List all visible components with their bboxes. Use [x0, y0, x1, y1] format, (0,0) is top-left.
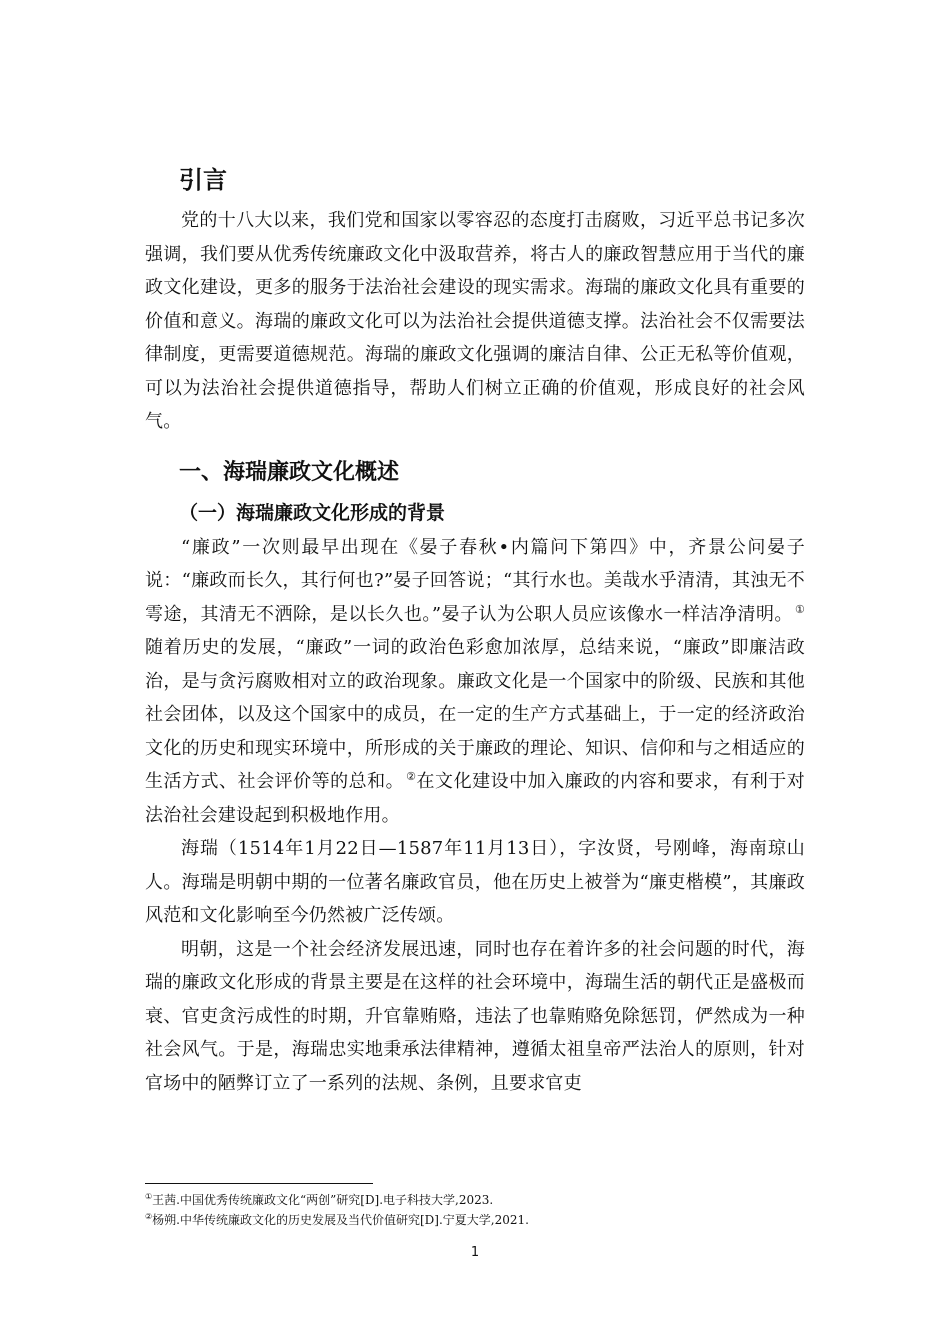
background-paragraph-3: 明朝，这是一个社会经济发展迅速，同时也存在着许多的社会问题的时代，海瑞的廉政文化形成的背景主要是在这样的社会环境中，海瑞生活的朝代正是盛极而衰、官吏贪污成性的时期，升官靠贿赂，违法了也靠贿赂免除惩罚，俨然成为一种社会风气。于是，海瑞忠实地秉承法律精神，遵循太祖皇帝严法治人的原则，针对官场中的陋弊订立了一系列的法规、条例，且要求官吏	[145, 938, 805, 1094]
footnote-mark: ①	[145, 1192, 153, 1201]
page-number: 1	[470, 1245, 480, 1260]
footnote-ref-2[interactable]: ②	[406, 770, 417, 783]
footnote-mark: ②	[145, 1212, 153, 1221]
footnote-ref-1[interactable]: ①	[794, 602, 805, 616]
background-paragraph-2: 海瑞（1514年1月22日—1587年11月13日），字汝贤，号刚峰，海南琼山人。海瑞是明朝中期的一位著名廉政官员，他在历史上被誉为“廉吏楷模”，其廉政风范和文化影响至今仍然被广泛传颂。	[145, 838, 805, 926]
paragraph-text: 在文化建设中加入廉政的内容和要求，有利于对法治社会建设起到积极地作用。	[145, 771, 805, 826]
main-content	[145, 160, 805, 1100]
subsection-heading: （一）海瑞廉政文化形成的背景	[179, 501, 446, 524]
section-heading: 一、海瑞廉政文化概述	[179, 459, 400, 485]
footnote-text: 杨朔.中华传统廉政文化的历史发展及当代价值研究[D].宁夏大学,2021.	[152, 1213, 529, 1227]
paragraph-text: 随着历史的发展，“廉政”一词的政治色彩愈加浓厚，总结来说，“廉政”即廉洁政治，是与贪污腐败相对立的政治现象。廉政文化是一个国家中的阶级、民族和其他社会团体，以及这个国家中的成员，在一定的生产方式基础上，于一定的经济政治文化的历史和现实环境中，所形成的关于廉政的理论、知识、信仰和与之相适应的生活方式、社会评价等的总和。	[145, 637, 805, 792]
footnotes	[145, 1190, 805, 1230]
footnote-text: 王茜.中国优秀传统廉政文化“两创”研究[D].电子科技大学,2023.	[152, 1193, 494, 1207]
paragraph-text: “廉政”一次则最早出现在《晏子春秋•内篇问下第四》中，齐景公问晏子说：“廉政而长久，其行何也?”晏子回答说；“其行水也。美哉水乎清清，其浊无不雩途，其清无不洒除，是以长久也。”晏子认为公职人员应该像水一样洁净清明。	[145, 536, 805, 625]
footnote-2	[145, 1210, 805, 1230]
footnote-divider	[145, 1183, 373, 1184]
background-paragraph-1	[145, 531, 805, 833]
footnote-1	[145, 1190, 805, 1210]
intro-heading: 引言	[179, 166, 227, 194]
intro-paragraph: 党的十八大以来，我们党和国家以零容忍的态度打击腐败，习近平总书记多次强调，我们要从优秀传统廉政文化中汲取营养，将古人的廉政智慧应用于当代的廉政文化建设，更多的服务于法治社会建设的现实需求。海瑞的廉政文化具有重要的价值和意义。海瑞的廉政文化可以为法治社会提供道德支撑。法治社会不仅需要法律制度，更需要道德规范。海瑞的廉政文化强调的廉洁自律、公正无私等价值观，可以为法治社会提供道德指导，帮助人们树立正确的价值观，形成良好的社会风气。	[145, 210, 805, 432]
